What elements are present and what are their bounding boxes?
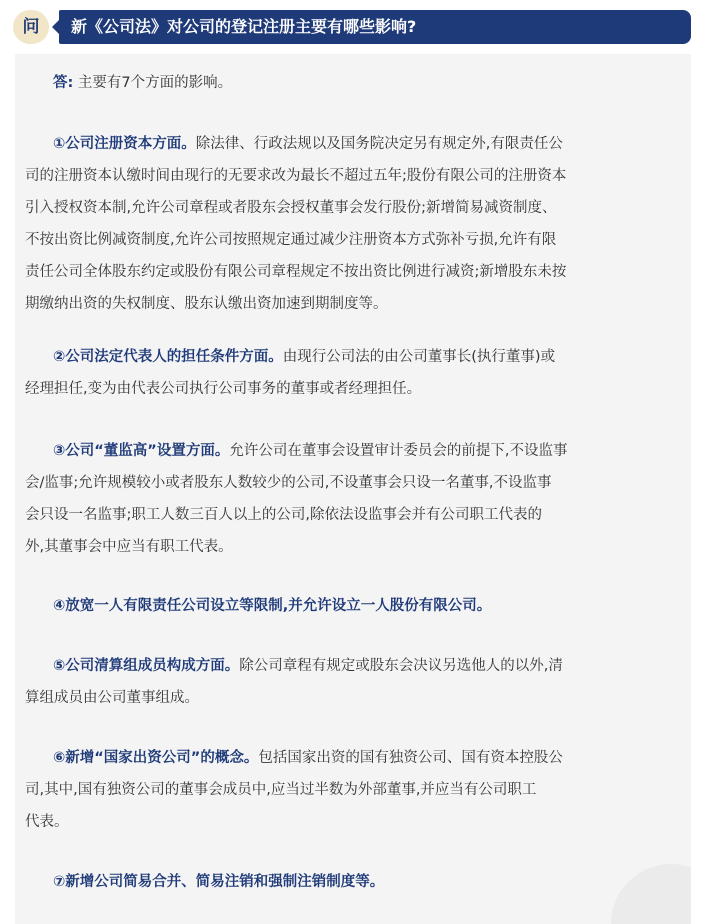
point-5 — [25, 650, 685, 714]
point-text: 包括国家出资的国有独资公司、国有资本控股公 — [258, 750, 563, 766]
point-line: 代表。 — [25, 814, 69, 830]
point-text: 由现行公司法的由公司董事长(执行董事)或 — [282, 349, 556, 365]
point-heading: ③公司“董监高”设置方面。 — [53, 443, 230, 459]
point-heading: ⑥新增“国家出资公司”的概念。 — [53, 750, 259, 766]
point-first-line — [25, 590, 685, 622]
point-line: 外,其董事会中应当有职工代表。 — [25, 539, 233, 555]
point-3 — [25, 435, 685, 563]
point-line: 经理担任,变为由代表公司执行公司事务的董事或者经理担任。 — [25, 381, 422, 397]
question-title: 新《公司法》对公司的登记注册主要有哪些影响? — [71, 17, 417, 36]
point-text: 除法律、行政法规以及国务院决定另有规定外,有限责任公 — [195, 136, 563, 152]
point-text: 除公司章程有规定或股东会决议另选他人的以外,清 — [239, 658, 563, 674]
point-first-line — [25, 866, 685, 898]
question-title-bar — [59, 10, 691, 44]
point-line: 算组成员由公司董事组成。 — [25, 690, 199, 706]
answer-intro-text: 主要有7个方面的影响。 — [77, 75, 233, 91]
point-1 — [25, 128, 685, 320]
answer-intro — [53, 72, 232, 94]
answer-card — [15, 54, 691, 924]
point-first-line — [25, 742, 685, 774]
point-7 — [25, 866, 685, 898]
point-2 — [25, 341, 685, 405]
point-4 — [25, 590, 685, 622]
point-first-line — [25, 341, 685, 373]
point-heading: ⑦新增公司简易合并、简易注销和强制注销制度等。 — [53, 874, 385, 890]
point-line: 不按出资比例减资制度,允许公司按照规定通过减少注册资本方式弥补亏损,允许有限 — [25, 232, 557, 248]
point-line: 期缴纳出资的失权制度、股东认缴出资加速到期制度等。 — [25, 296, 388, 312]
point-first-line — [25, 650, 685, 682]
point-first-line — [25, 435, 685, 467]
answer-label: 答: — [53, 75, 74, 91]
title-bar-notch — [52, 20, 59, 34]
point-line: 引入授权资本制,允许公司章程或者股东会授权董事会发行股份;新增简易减资制度、 — [25, 200, 557, 216]
point-line: 会/监事;允许规模较小或者股东人数较少的公司,不设董事会只设一名董事,不设监事 — [25, 475, 552, 491]
point-heading: ①公司注册资本方面。 — [53, 136, 196, 152]
point-line: 司的注册资本认缴时间由现行的无要求改为最长不超过五年;股份有限公司的注册资本 — [25, 168, 567, 184]
point-text: 允许公司在董事会设置审计委员会的前提下,不设监事 — [229, 443, 568, 459]
point-first-line — [25, 128, 685, 160]
point-line: 责任公司全体股东约定或股份有限公司章程规定不按出资比例进行减资;新增股东未按 — [25, 264, 567, 280]
point-line: 会只设一名监事;职工人数三百人以上的公司,除依法设监事会并有公司职工代表的 — [25, 507, 542, 523]
point-heading: ④放宽一人有限责任公司设立等限制,并允许设立一人股份有限公司。 — [53, 598, 492, 614]
question-header — [13, 10, 691, 44]
point-heading: ②公司法定代表人的担任条件方面。 — [53, 349, 283, 365]
point-6 — [25, 742, 685, 838]
point-line: 司,其中,国有独资公司的董事会成员中,应当过半数为外部董事,并应当有公司职工 — [25, 782, 537, 798]
question-badge: 问 — [13, 10, 49, 44]
point-heading: ⑤公司清算组成员构成方面。 — [53, 658, 240, 674]
